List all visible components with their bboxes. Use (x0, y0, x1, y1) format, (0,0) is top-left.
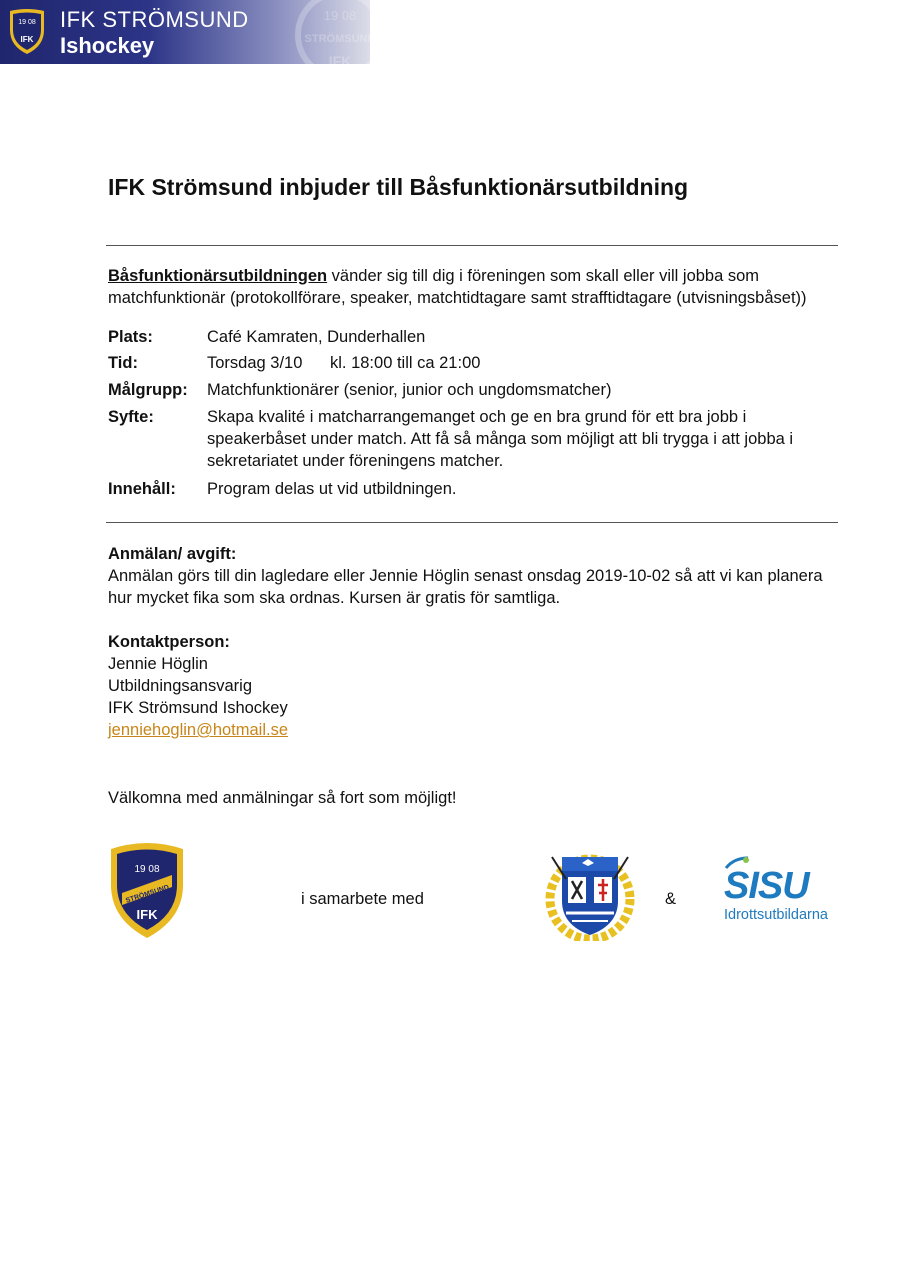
svg-text:STRÖMSUND: STRÖMSUND (304, 33, 376, 45)
svg-text:IFK: IFK (20, 35, 34, 44)
header-banner (0, 0, 376, 69)
contact-section (108, 631, 288, 741)
divider-top (106, 245, 838, 246)
sisu-wordmark: SISU (724, 865, 809, 907)
plats-label: Plats: (108, 328, 153, 346)
svg-text:19 08: 19 08 (18, 19, 36, 26)
syfte-value (207, 406, 793, 472)
page-title: IFK Strömsund inbjuder till Båsfunktionärsutbildning (108, 174, 689, 200)
syfte-line: Skapa kvalité i matcharrangemanget och ge en bra grund för ett bra jobb i (207, 408, 747, 426)
innehall-label: Innehåll: (108, 480, 176, 498)
svg-text:19 08: 19 08 (134, 864, 160, 875)
plats-value: Café Kamraten, Dunderhallen (207, 328, 426, 346)
intro-paragraph (108, 265, 807, 309)
svg-text:STRÖMSUND: STRÖMSUND (124, 884, 171, 905)
innehall-value: Program delas ut vid utbildningen. (207, 480, 457, 498)
malgrupp-label: Målgrupp: (108, 381, 188, 399)
syfte-label: Syfte: (108, 408, 154, 426)
syfte-line: sekretariatet under föreningens matcher. (207, 452, 504, 470)
tid-day: Torsdag 3/10 (207, 354, 303, 372)
welcome-text: Välkomna med anmälningar så fort som möjligt! (108, 789, 457, 807)
partner-middle-text: i samarbete med (301, 890, 424, 908)
divider-bottom (106, 522, 838, 523)
contact-role: Utbildningsansvarig (108, 677, 252, 695)
contact-org: IFK Strömsund Ishockey (108, 699, 288, 717)
tid-label: Tid: (108, 354, 138, 372)
intro-line2: matchfunktionär (protokollförare, speaker, matchtidtagare samt strafftidtagare (utvisningsbåset)) (108, 289, 807, 307)
intro-lead: Båsfunktionärsutbildningen (108, 267, 328, 285)
ifk-crest-logo-icon (108, 841, 186, 939)
club-crest-icon (6, 8, 48, 56)
signup-heading: Anmälan/ avgift: (108, 545, 237, 563)
crest-watermark-icon (295, 0, 376, 69)
contact-name: Jennie Höglin (108, 655, 208, 673)
malgrupp-value: Matchfunktionärer (senior, junior och ungdomsmatcher) (207, 381, 612, 399)
svg-text:IFK: IFK (328, 53, 352, 69)
tid-time: kl. 18:00 till ca 21:00 (330, 354, 481, 372)
sisu-logo (722, 856, 848, 926)
banner-sport: Ishockey (60, 33, 155, 58)
hockey-district-emblem-icon (542, 851, 638, 941)
signup-line: Anmälan görs till din lagledare eller Jennie Höglin senast onsdag 2019-10-02 så att vi kan planera (108, 567, 823, 585)
contact-heading: Kontaktperson: (108, 633, 230, 651)
signup-line: hur mycket fika som ska ordnas. Kursen är gratis för samtliga. (108, 589, 561, 607)
contact-email-link[interactable]: jenniehoglin@hotmail.se (108, 721, 289, 739)
ampersand-text: & (665, 890, 677, 908)
banner-club-name: IFK STRÖMSUND (60, 7, 249, 32)
syfte-line: speakerbåset under match. Att få så många som möjligt att bli trygga i att jobba i (207, 430, 794, 448)
sisu-subtitle: Idrottsutbildarna (724, 907, 828, 923)
svg-text:IFK: IFK (136, 907, 158, 922)
intro-line1-rest: vänder sig till dig i föreningen som skall eller vill jobba som (327, 267, 760, 285)
svg-text:19 08: 19 08 (323, 8, 357, 23)
signup-section (108, 543, 823, 609)
